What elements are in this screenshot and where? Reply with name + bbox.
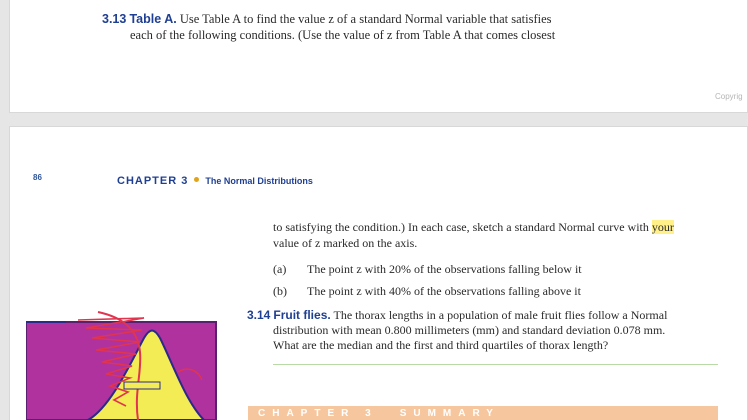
exercise-text: Use Table A to find the value z of a standard Normal variable that satisfies — [179, 12, 552, 26]
summary-banner-right: SUMMARY — [399, 408, 500, 419]
continuation-line2: value of z marked on the axis. — [273, 236, 418, 250]
page-number: 86 — [33, 173, 42, 182]
exercise-number: 3.14 — [247, 308, 271, 322]
chapter-title: The Normal Distributions — [205, 176, 313, 186]
part-a-text: The point z with 20% of the observations falling below it — [307, 262, 582, 276]
copyright-notice: Copyrig — [715, 92, 743, 101]
exercise-3-13-line2: each of the following conditions. (Use the value of z from Table A that comes closest — [130, 28, 556, 42]
exercise-3-14-line3: What are the median and the first and third quartiles of thorax length? — [273, 338, 609, 352]
chapter-label: CHAPTER 3 — [117, 175, 189, 187]
normal-curve-sketch — [26, 302, 248, 420]
exercise-text: The thorax lengths in a population of male fruit flies follow a Normal — [333, 308, 668, 322]
part-b-text: The point z with 40% of the observations falling above it — [307, 284, 581, 298]
highlighted-word: your — [651, 220, 674, 234]
exercise-3-14-line1 — [247, 308, 667, 323]
part-a-label: (a) — [273, 262, 287, 276]
chapter-summary-banner — [248, 406, 718, 420]
exercise-3-14-line2: distribution with mean 0.800 millimeters (mm) and standard deviation 0.078 mm. — [273, 323, 666, 337]
small-label-box — [124, 382, 160, 389]
chapter-header — [117, 171, 313, 189]
exercise-title: Table A. — [129, 12, 177, 26]
part-a — [273, 262, 582, 277]
exercise-number: 3.13 — [102, 12, 127, 26]
section-divider — [273, 364, 718, 365]
part-b — [273, 284, 581, 299]
continuation-text: to satisfying the condition.) In each case, sketch a standard Normal curve with — [273, 220, 652, 234]
bullet-dot-icon — [194, 177, 199, 182]
continuation-line1 — [273, 220, 674, 235]
summary-banner-left: CHAPTER 3 — [258, 408, 378, 419]
exercise-3-13-line1 — [102, 12, 552, 27]
part-b-label: (b) — [273, 284, 287, 298]
exercise-title: Fruit flies. — [273, 308, 331, 322]
